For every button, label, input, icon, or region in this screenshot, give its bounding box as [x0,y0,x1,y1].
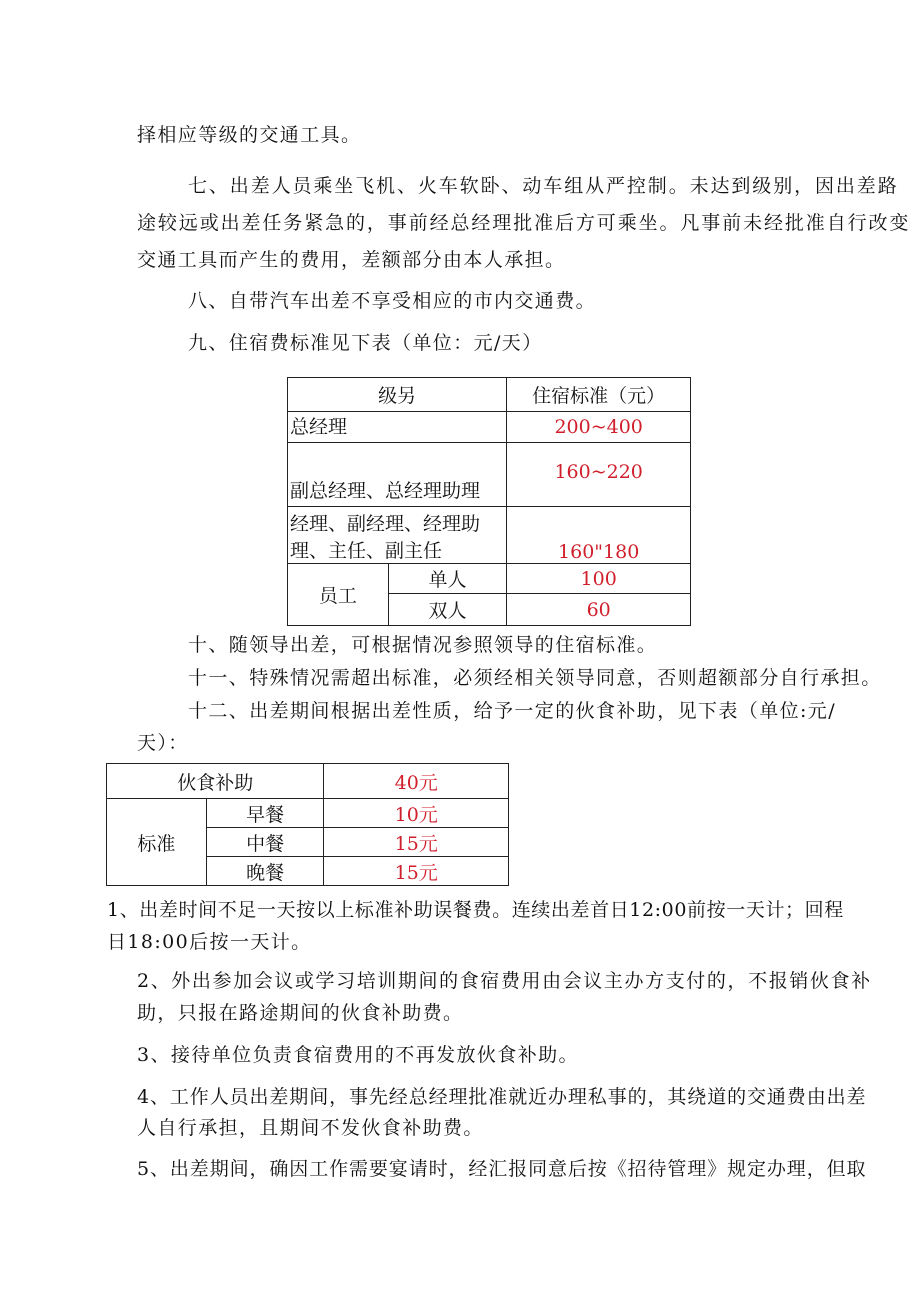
table-row [288,412,691,443]
lodging-level-line-1: 经理、副经理、经理助 [290,513,481,535]
table-row [107,799,509,828]
paragraph-7-line-2: 途较远或出差任务紧急的，事前经总经理批准后方可乘坐。凡事前未经批准自行改变 [137,212,911,234]
note-1-line-2: 日18:00后按一天计。 [107,931,312,953]
paragraph-7-line-1: 七、出差人员乘坐飞机、火车软卧、动车组从严控制。未达到级别，因出差路 [188,175,899,197]
lodging-standard-value: 200~400 [507,412,691,443]
meal-name: 早餐 [206,799,324,828]
paragraph-8: 八、自带汽车出差不享受相应的市内交通费。 [188,290,597,312]
meal-header-label: 伙食补助 [107,764,324,799]
lodging-standard-value: 160"180 [507,507,691,564]
lodging-staff-single-value: 100 [507,564,691,594]
note-2-line-1: 2、外出参加会议或学习培训期间的食宿费用由会议主办方支付的，不报销伙食补 [137,970,872,992]
meal-name: 晚餐 [206,857,324,886]
paragraph-7-line-3: 交通工具而产生的费用，差额部分由本人承担。 [137,249,566,271]
paragraph-12-line-1: 十二、出差期间根据出差性质，给予一定的伙食补助，见下表（单位:元/ [188,700,837,722]
note-2-line-2: 助，只报在路途期间的伙食补助费。 [137,1002,464,1024]
lodging-level-cell: 副总经理、总经理助理 [288,443,507,507]
meal-header-value: 40元 [324,764,509,799]
lodging-header-standard: 住宿标准（元） [507,378,691,412]
paragraph-10: 十、随领导出差，可根据情况参照领导的住宿标准。 [188,634,658,656]
table-row [288,443,691,507]
lodging-level-cell [288,507,507,564]
lodging-staff-double-label: 双人 [388,594,507,626]
paragraph-9: 九、住宿费标准见下表（单位：元/天） [188,332,543,354]
lodging-standard-table [287,377,691,626]
meal-value: 10元 [324,799,509,828]
lodging-level-line-2: 理、主任、副主任 [290,540,443,562]
paragraph-12-line-2: 天）： [137,732,189,754]
meal-name: 中餐 [206,828,324,857]
meal-allowance-table [106,763,509,886]
note-3: 3、接待单位负责食宿费用的不再发放伙食补助。 [137,1044,579,1066]
lodging-level-cell: 总经理 [288,412,507,443]
paragraph-continuation: 择相应等级的交通工具。 [137,124,362,146]
lodging-staff-single-label: 单人 [388,564,507,594]
lodging-staff-double-value: 60 [507,594,691,626]
lodging-header-level: 级另 [288,378,507,412]
meal-value: 15元 [324,857,509,886]
note-4-line-2: 人自行承担，且期间不发伙食补助费。 [137,1117,484,1139]
table-row [288,564,691,594]
note-1-line-1: 1、出差时间不足一天按以上标准补助误餐费。连续出差首日12:00前按一天计；回程 [107,899,844,921]
meal-value: 15元 [324,828,509,857]
paragraph-11: 十一、特殊情况需超出标准，必须经相关领导同意，否则超额部分自行承担。 [188,667,882,689]
lodging-standard-value: 160~220 [507,443,691,507]
note-4-line-1: 4、工作人员出差期间，事先经总经理批准就近办理私事的，其绕道的交通费由出差 [137,1086,867,1108]
meal-standard-label: 标准 [107,799,207,886]
table-row [288,507,691,564]
lodging-staff-label: 员工 [288,564,389,626]
note-5-line-1: 5、出差期间，确因工作需要宴请时，经汇报同意后按《招待管理》规定办理，但取 [137,1158,867,1180]
